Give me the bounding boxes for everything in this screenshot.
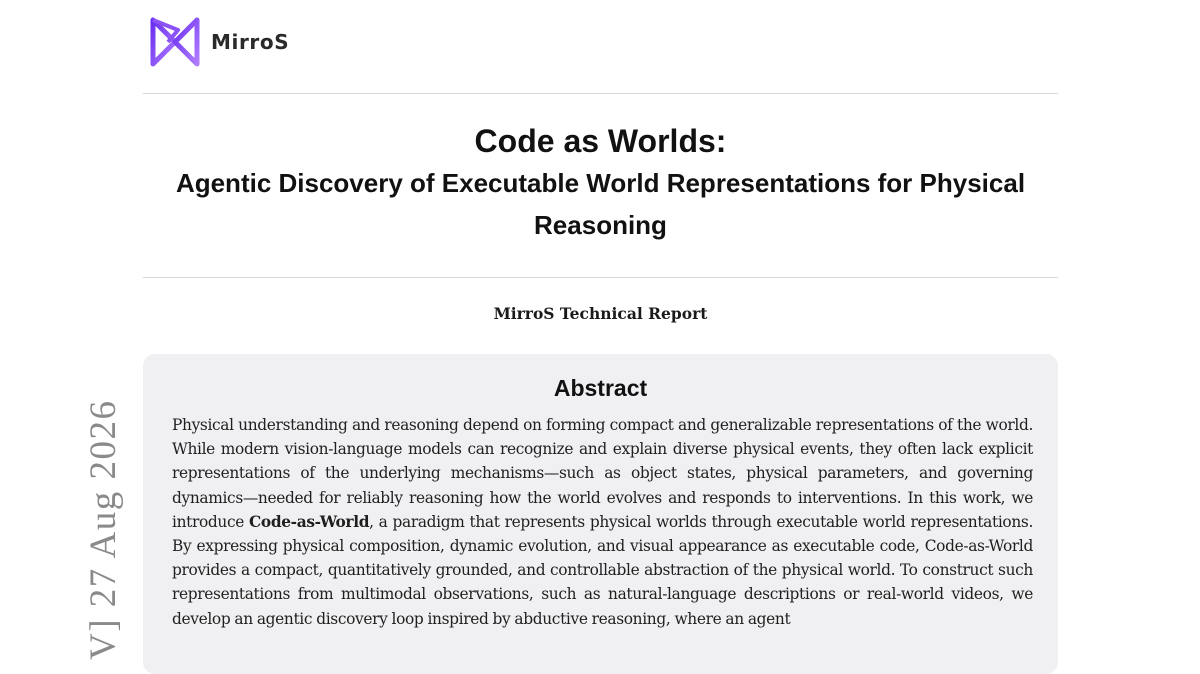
paper-title (143, 120, 1058, 246)
abstract-text-part-2: , a paradigm that represents physical worlds through executable world representations. By expressing physical composition, dynamic evolution, and visual appearance as executable code, Code-as-World provides a compact, quantitatively grounded, and controllable abstraction of the physical world. To construct such representations from multimodal observations, such as natural-language descriptions or real-world videos, we develop an agentic discovery loop inspired by abductive reasoning, where an agent (172, 512, 1033, 628)
arxiv-side-stamp: V] 27 Aug 2026 (83, 399, 124, 660)
abstract-text-part-1: Physical understanding and reasoning depend on forming compact and generalizable representations of the world. While modern vision-language models can recognize and explain diverse physical events, they often lack explicit representations of the underlying mechanisms—such as object states, physical parameters, and governing dynamics—needed for reliably reasoning how the world evolves and responds to interventions. In this work, we introduce (172, 416, 1033, 531)
title-main: Code as Worlds: (474, 123, 727, 159)
title-subtitle: Agentic Discovery of Executable World Representations for Physical Reasoning (175, 168, 1026, 240)
title-divider (143, 277, 1058, 278)
abstract-bold-term: Code-as-World (249, 512, 370, 531)
abstract-box (143, 354, 1058, 674)
report-label: MirroS Technical Report (493, 304, 708, 323)
mirros-logo-icon (148, 14, 202, 70)
brand-name: MirroS (211, 30, 290, 54)
brand-logo (148, 14, 289, 70)
abstract-text (172, 413, 1033, 631)
abstract-heading: Abstract (553, 375, 648, 401)
top-divider (143, 93, 1058, 94)
